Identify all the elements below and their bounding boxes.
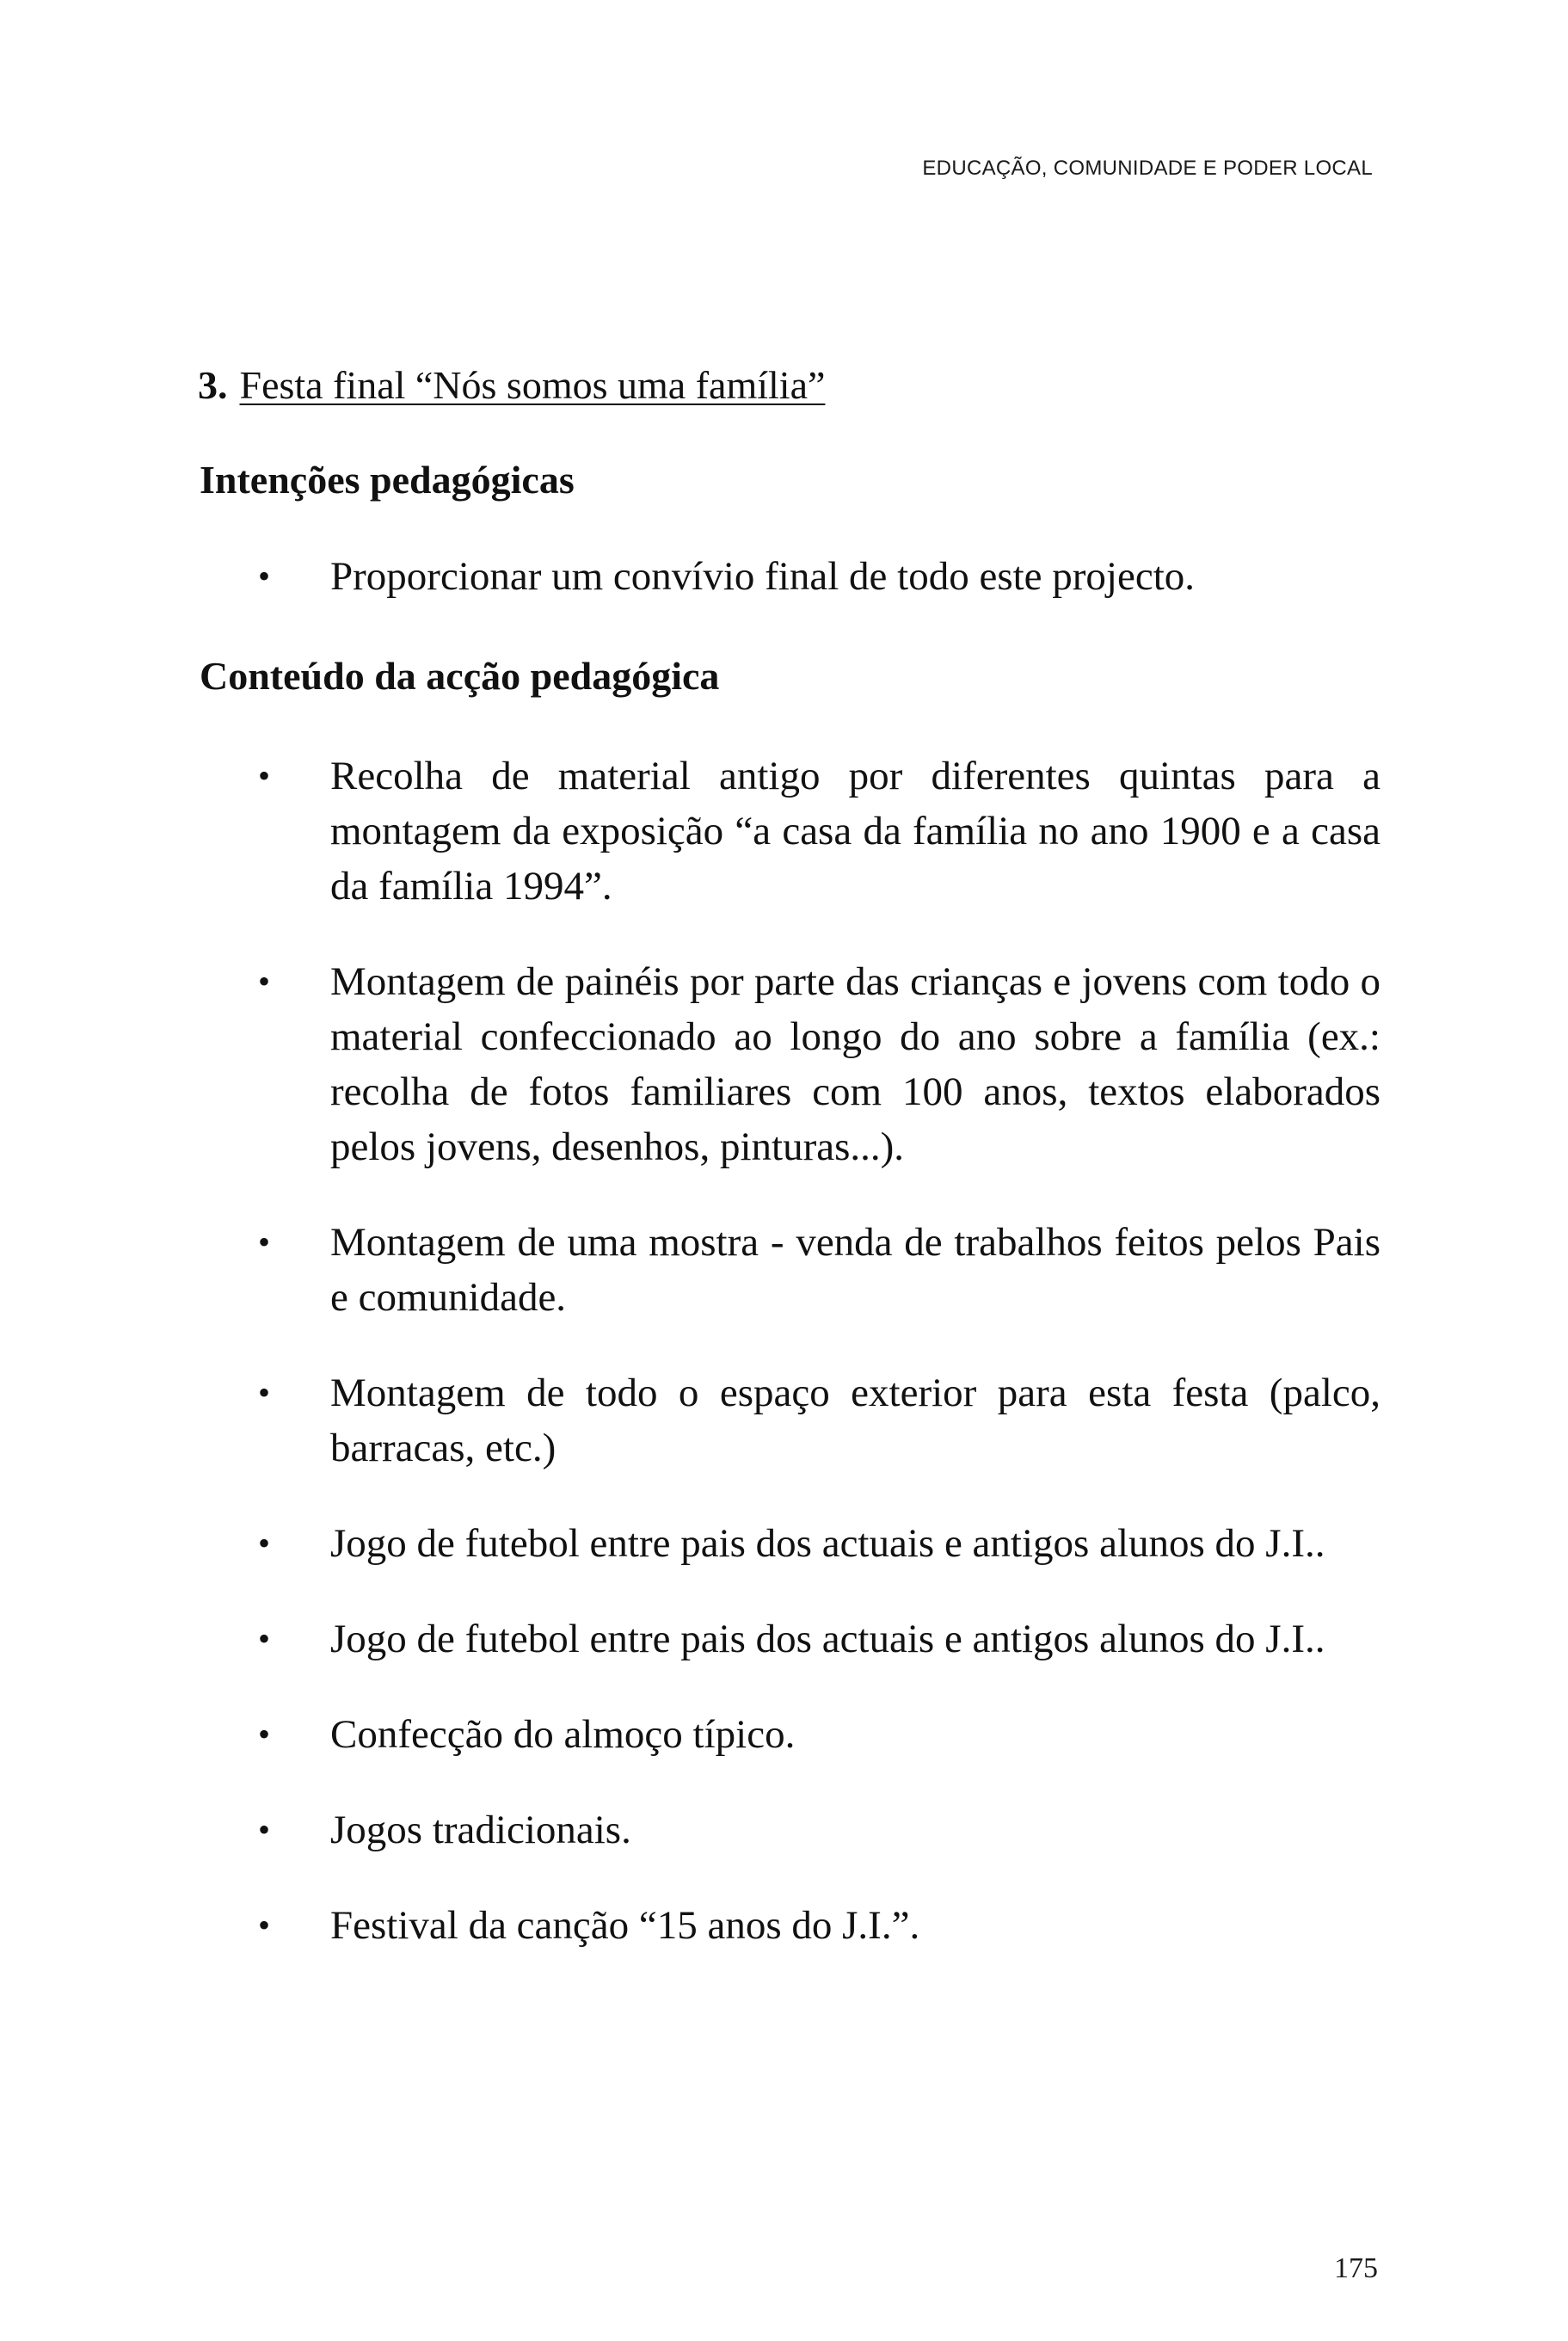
list-item-text: Festival da canção “15 anos do J.I.”. [330,1903,920,1948]
intentions-heading: Intenções pedagógicas [200,458,575,502]
list-item-text: Recolha de material antigo por diferentes quintas para a montagem da exposição “a casa da família no ano 1900 e a casa da família 1994”. [330,754,1380,909]
list-item [258,1215,1380,1325]
bullet-icon: • [258,1810,271,1849]
list-item [258,1611,1380,1666]
bullet-icon: • [258,962,271,1001]
list-item-text: Confecção do almoço típico. [330,1712,796,1757]
page-number: 175 [1334,2252,1378,2284]
bullet-icon: • [258,1906,271,1944]
bullet-icon: • [258,557,271,595]
list-item [258,1516,1380,1571]
list-item [258,549,1380,604]
list-item-text: Jogos tradicionais. [330,1808,631,1852]
list-item-text: Montagem de todo o espaço exterior para esta festa (palco, barracas, etc.) [330,1371,1380,1470]
running-header: EDUCAÇÃO, COMUNIDADE E PODER LOCAL [922,157,1373,180]
content-heading: Conteúdo da acção pedagógica [200,654,720,698]
bullet-icon: • [258,1524,271,1562]
bullet-icon: • [258,1373,271,1412]
bullet-icon: • [258,1619,271,1658]
list-item-text: Montagem de uma mostra - venda de trabalhos feitos pelos Pais e comunidade. [330,1220,1380,1320]
bullet-icon: • [258,756,271,795]
list-item-text: Jogo de futebol entre pais dos actuais e antigos alunos do J.I.. [330,1521,1325,1566]
list-item [258,1707,1380,1762]
section-title-text: Festa final “Nós somos uma família” [239,363,826,407]
list-item-text: Jogo de futebol entre pais dos actuais e antigos alunos do J.I.. [330,1617,1325,1661]
list-item [258,1898,1380,1953]
intentions-list [258,549,1380,604]
list-item-text: Montagem de painéis por parte das crianças e jovens com todo o material confeccionado ao longo do ano sobre a família (ex.: recolha de fotos familiares com 100 anos, textos elaborados pelos jovens, desenhos, pinturas...). [330,959,1380,1169]
list-item [258,954,1380,1174]
list-item [258,749,1380,914]
content-list [258,749,1380,1953]
section-number: 3. [198,363,228,407]
list-item [258,1365,1380,1475]
list-item [258,1802,1380,1857]
bullet-icon: • [258,1715,271,1753]
bullet-icon: • [258,1223,271,1261]
list-item-text: Proporcionar um convívio final de todo este projecto. [330,554,1196,599]
section-title [198,361,825,410]
